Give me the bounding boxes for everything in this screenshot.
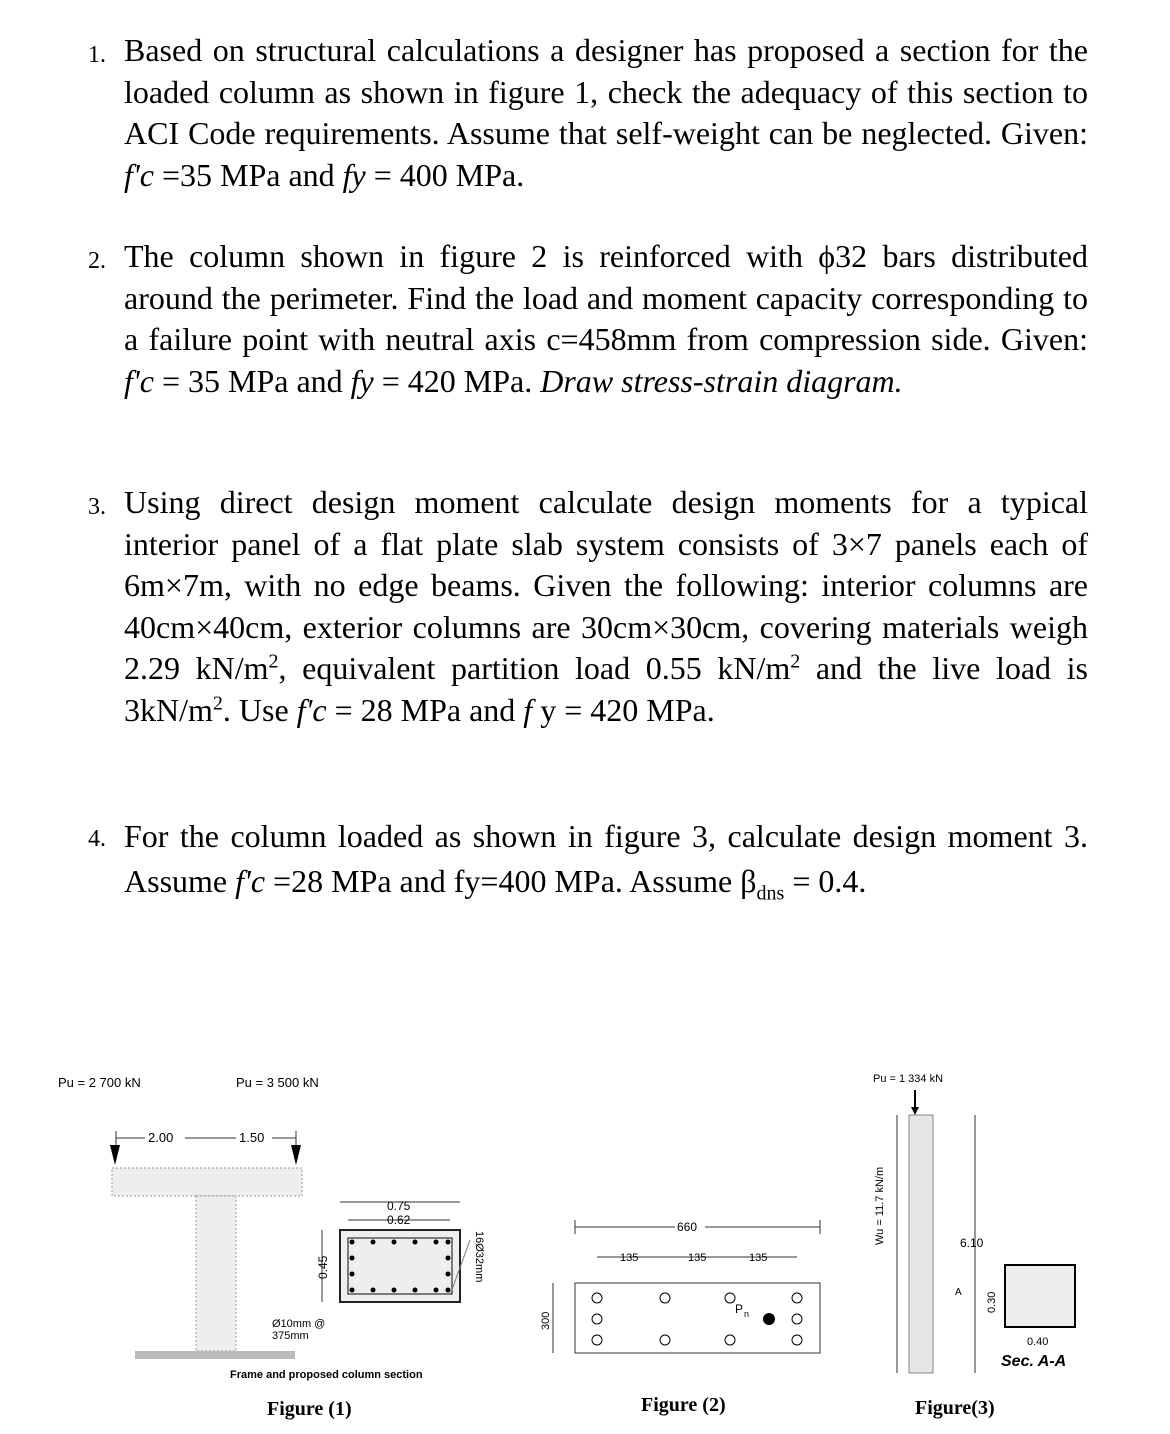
figure-2-drawing — [535, 1205, 835, 1375]
fig3-load: Pu = 1 334 kN — [873, 1073, 944, 1085]
dim-right: 1.50 — [239, 1130, 265, 1145]
fig2-spacing-3: 135 — [749, 1252, 768, 1264]
load-label-left: Pu = 2 700 kN — [58, 1075, 141, 1090]
figure-3-caption: Figure(3) — [915, 1397, 995, 1419]
ground — [135, 1351, 295, 1359]
fig2-spacing-1: 135 — [620, 1252, 639, 1264]
dim-left: 2.00 — [148, 1130, 174, 1145]
fig3-height: 6.10 — [960, 1236, 984, 1250]
question-4 — [88, 814, 1088, 904]
fig2-spacing-2: 135 — [688, 1252, 707, 1264]
fig3-column — [909, 1115, 933, 1373]
question-text: For the column loaded as shown in figure 3, calculate design moment 3. Assume f'c =28 MPa and fy=400 MPa. Assume $\beta_{dns} = 0.4$. — [124, 818, 1088, 905]
question-number: 3. — [88, 494, 106, 520]
figure-3-drawing — [855, 1065, 1095, 1385]
bars-label: 16Ø32mm — [473, 1231, 485, 1283]
fig3-sec-w: 0.40 — [1027, 1336, 1049, 1348]
fig3-section — [1005, 1265, 1075, 1327]
question-3 — [88, 482, 1088, 731]
figure-1-caption: Figure (1) — [267, 1398, 352, 1420]
question-text: Based on structural calculations a designer has proposed a section for the loaded column as shown in figure 1, check the adequacy of this section to ACI Code requirements. Assume that self-weight can be neglected. Given: f'c =35 MPa and fy = 400 MPa. — [124, 32, 1088, 193]
question-text: The column shown in figure 2 is reinforced with ϕ32 bars distributed around the perimeter. Find the load and moment capacity corresponding to a failure point with neutral axis c=458mm from compression side. Given: f'c = 35 MPa and fy = 420 MPa. Draw stress-strain diagram. — [124, 238, 1088, 399]
sec-width-outer: 0.75 — [387, 1199, 411, 1213]
figure-2-caption: Figure (2) — [641, 1394, 726, 1416]
question-number: 2. — [88, 248, 106, 274]
fig3-sec-h: 0.30 — [986, 1291, 998, 1313]
question-number: 4. — [88, 826, 106, 852]
column-section — [340, 1230, 460, 1302]
fig2-load-sub: n — [744, 1309, 750, 1319]
question-1 — [88, 30, 1088, 196]
fig2-load: P — [735, 1302, 744, 1316]
load-point — [763, 1313, 775, 1325]
figure-1-drawing — [50, 1065, 490, 1385]
question-text: Using direct design moment calculate design moments for a typical interior panel of a flat plate slab system consists of 3×7 panels each of 6m×7m, with no edge beams. Given the following: interior columns are 40cm×40cm, exterior columns are 30cm×30cm, covering materials weigh 2.29 $kN/m^2$, equivalent partition load 0.55 $kN/m^2$ and the live load is $3kN/m^2$. Use f'c = 28 MPa and f y = 420 MPa. — [124, 484, 1088, 728]
fig3-sec-title: Sec. A-A — [1001, 1353, 1067, 1370]
fig3-wu: Wu = 11.7 kN/m — [874, 1166, 886, 1245]
ties-label: Ø10mm @ — [272, 1318, 326, 1330]
sec-width-inner: 0.62 — [387, 1213, 411, 1227]
figure-1-subcaption: Frame and proposed column section — [230, 1369, 423, 1381]
sec-height: 0.45 — [316, 1255, 330, 1279]
load-arrow-left — [110, 1145, 120, 1165]
load-label-right: Pu = 3 500 kN — [236, 1075, 319, 1090]
question-number: 1. — [88, 42, 106, 68]
column — [196, 1196, 236, 1351]
fig3-section-mark: A — [955, 1287, 962, 1298]
fig2-width: 660 — [677, 1220, 698, 1234]
load-arrow-right — [291, 1145, 301, 1165]
ties-label-2: 375mm — [272, 1330, 309, 1342]
beam — [112, 1168, 302, 1196]
fig2-section — [575, 1283, 820, 1353]
question-2 — [88, 236, 1088, 402]
fig2-height: 300 — [540, 1311, 552, 1330]
